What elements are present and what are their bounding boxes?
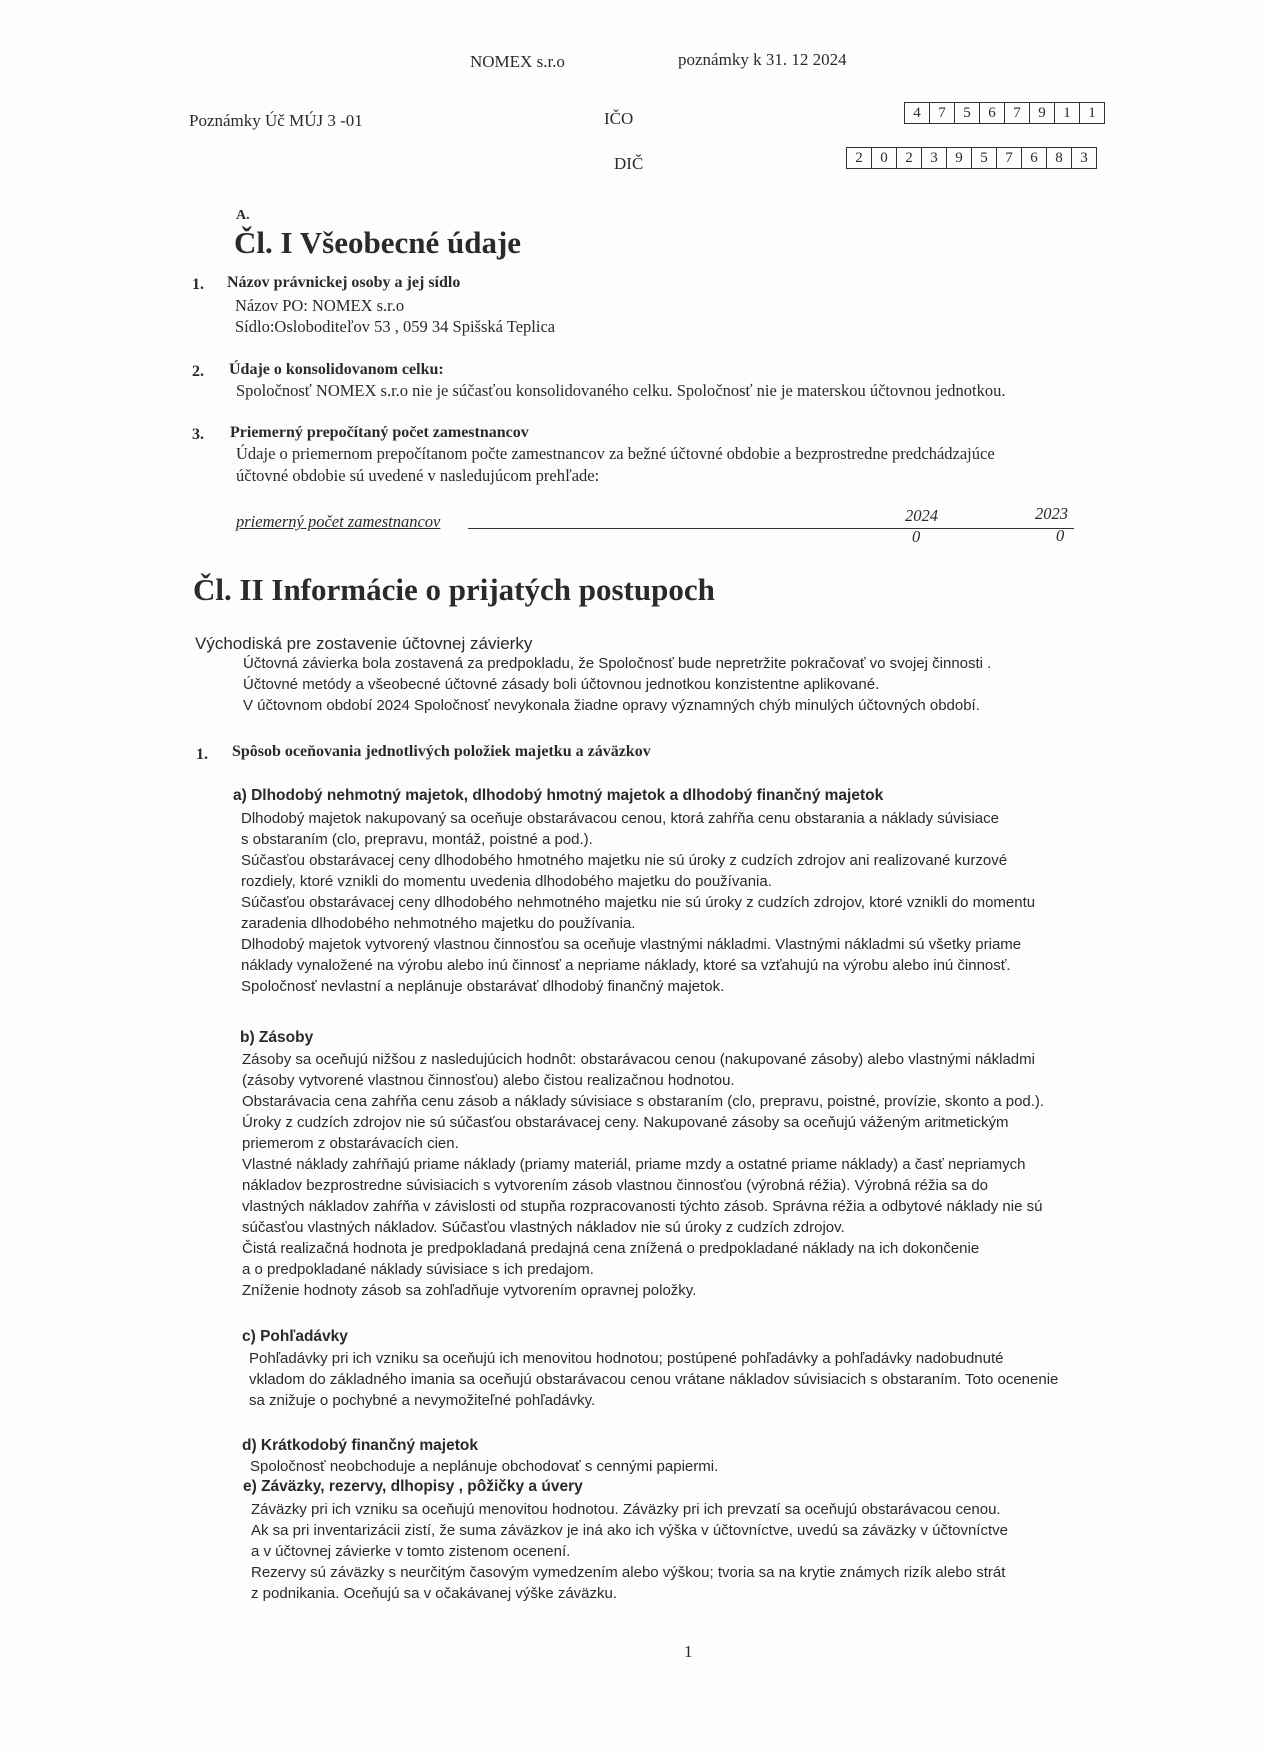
ico-digit: 7 — [1005, 103, 1030, 123]
ico-digit-boxes — [904, 102, 1105, 124]
dic-digit: 9 — [947, 148, 972, 168]
consolidation-text: Spoločnosť NOMEX s.r.o nie je súčasťou konsolidovaného celku. Spoločnosť nie je materskou účtovnou jednotkou. — [236, 381, 1006, 400]
ico-label: IČO — [604, 109, 634, 128]
year-current: 2024 — [905, 506, 938, 525]
dic-digit: 2 — [847, 148, 872, 168]
dic-digit: 6 — [1022, 148, 1047, 168]
basis-lines — [243, 653, 991, 716]
sub-a-text — [241, 808, 1035, 997]
ico-digit: 5 — [955, 103, 980, 123]
employees-table-label: priemerný počet zamestnancov — [236, 512, 441, 531]
sub-c-line: Pohľadávky pri ich vzniku sa oceňujú ich menovitou hodnotou; postúpené pohľadávky a pohľadávky nadobudnuté — [249, 1350, 1004, 1367]
article2-item1-number: 1. — [196, 746, 208, 763]
company-name-line: Názov PO: NOMEX s.r.o — [235, 296, 405, 315]
dic-label: DIČ — [614, 154, 644, 173]
notes-date: poznámky k 31. 12 2024 — [678, 50, 847, 69]
basis-line: V účtovnom období 2024 Spoločnosť nevykonala žiadne opravy významných chýb minulých účtovných období. — [243, 697, 980, 714]
article1-item3-number: 3. — [192, 426, 204, 443]
dic-digit: 3 — [922, 148, 947, 168]
employees-text-line1: Údaje o priemernom prepočítanom počte zamestnancov za bežné účtovné obdobie a bezprostredne predchádzajúce — [236, 444, 995, 463]
dic-digit: 5 — [972, 148, 997, 168]
sub-b-line: Obstarávacia cena zahŕňa cenu zásob a náklady súvisiace s obstaraním (clo, prepravu, poistné, provízie, skonto a pod.). — [242, 1093, 1045, 1110]
value-previous: 0 — [1056, 526, 1065, 545]
basis-heading: Východiská pre zostavenie účtovnej závierky — [195, 634, 533, 653]
ico-digit: 4 — [905, 103, 930, 123]
company-seat-line: Sídlo:Osloboditeľov 53 , 059 34 Spišská Teplica — [235, 317, 556, 336]
article1-item3-heading: Priemerný prepočítaný počet zamestnancov — [230, 424, 529, 441]
sub-a-line: s obstaraním (clo, prepravu, montáž, poistné a pod.). — [241, 831, 593, 848]
basis-line: Účtovná závierka bola zostavená za predpokladu, že Spoločnosť bude nepretržite pokračovať vo svojej činnosti . — [243, 655, 992, 672]
sub-b-line: priemerom z obstarávacích cien. — [242, 1135, 459, 1152]
sub-e-line: z podnikania. Oceňujú sa v očakávanej výške záväzku. — [251, 1585, 618, 1602]
sub-a-line: Spoločnosť nevlastní a neplánuje obstarávať dlhodobý finančný majetok. — [241, 978, 725, 995]
article1-item2-heading: Údaje o konsolidovanom celku: — [229, 361, 444, 378]
sub-b-line: nákladov bezprostredne súvisiacich s vytvorením zásob vlastnou činnosťou (výrobná réžia). Výrobná réžia sa do — [242, 1177, 989, 1194]
sub-b-line: súčasťou vlastných nákladov. Súčasťou vlastných nákladov nie sú úroky z cudzích zdrojov. — [242, 1219, 845, 1236]
section-marker: A. — [236, 208, 250, 223]
article1-title: Čl. I Všeobecné údaje — [234, 225, 522, 260]
sub-b-line: a o predpokladané náklady súvisiace s ich predajom. — [242, 1261, 594, 1278]
value-current: 0 — [912, 527, 921, 546]
ico-digit: 1 — [1088, 105, 1096, 121]
sub-c-text — [249, 1348, 1058, 1411]
form-code: Poznámky Úč MÚJ 3 -01 — [189, 111, 363, 130]
sub-a-line: náklady vynaložené na výrobu alebo inú činnosť a nepriame náklady, ktoré sa vzťahujú na výrobu alebo inú činnosť. — [241, 957, 1011, 974]
sub-e-line: a v účtovnej závierke v tomto zistenom ocenení. — [251, 1543, 571, 1560]
sub-c-line: sa znižuje o pochybné a nevymožiteľné pohľadávky. — [249, 1392, 596, 1409]
dic-digit: 8 — [1047, 148, 1072, 168]
article1-item1-heading: Názov právnickej osoby a jej sídlo — [227, 274, 461, 291]
year-previous: 2023 — [1035, 504, 1068, 523]
sub-d-line: Spoločnosť neobchoduje a neplánuje obchodovať s cennými papiermi. — [250, 1458, 719, 1475]
sub-a-heading: a) Dlhodobý nehmotný majetok, dlhodobý hmotný majetok a dlhodobý finančný majetok — [233, 787, 884, 804]
sub-c-line: vkladom do základného imania sa oceňujú obstarávacou cenou vrátane nákladov súvisiacich s obstaraním. Toto ocenenie — [249, 1371, 1059, 1388]
sub-e-line: Rezervy sú záväzky s neurčitým časovým vymedzením alebo výškou; tvoria sa na krytie známych rizík alebo strát — [251, 1564, 1006, 1581]
page-number: 1 — [684, 1642, 693, 1661]
dic-digit: 3 — [1080, 150, 1088, 166]
sub-b-text — [242, 1049, 1044, 1301]
ico-digit: 6 — [980, 103, 1005, 123]
sub-e-heading: e) Záväzky, rezervy, dlhopisy , pôžičky a úvery — [243, 1478, 583, 1495]
sub-b-line: Zníženie hodnoty zásob sa zohľadňuje vytvorením opravnej položky. — [242, 1282, 697, 1299]
sub-b-line: Zásoby sa oceňujú nižšou z nasledujúcich hodnôt: obstarávacou cenou (nakupované zásoby) alebo vlastnými nákladmi — [242, 1051, 1035, 1068]
article2-item1-heading: Spôsob oceňovania jednotlivých položiek majetku a záväzkov — [232, 743, 651, 760]
ico-digit: 9 — [1030, 103, 1055, 123]
basis-line: Účtovné metódy a všeobecné účtovné zásady boli účtovnou jednotkou konzistentne aplikované. — [243, 676, 880, 693]
sub-c-heading: c) Pohľadávky — [242, 1328, 348, 1345]
sub-d-heading: d) Krátkodobý finančný majetok — [242, 1437, 478, 1454]
dic-digit-boxes — [846, 147, 1097, 169]
article1-item1-number: 1. — [192, 276, 204, 293]
ico-digit: 1 — [1055, 103, 1080, 123]
sub-a-line: zaradenia dlhodobého nehmotného majetku do používania. — [241, 915, 636, 932]
sub-d-text — [250, 1456, 718, 1477]
sub-e-line: Ak sa pri inventarizácii zistí, že suma záväzkov je iná ako ich výška v účtovníctve, uvedú sa záväzky v účtovníctve — [251, 1522, 1008, 1539]
sub-e-line: Záväzky pri ich vzniku sa oceňujú menovitou hodnotou. Záväzky pri ich prevzatí sa oceňujú obstarávacou cenou. — [251, 1501, 1001, 1518]
sub-b-line: (zásoby vytvorené vlastnou činnosťou) alebo čistou realizačnou hodnotou. — [242, 1072, 735, 1089]
employees-text-line2: účtovné obdobie sú uvedené v nasledujúcom prehľade: — [236, 466, 600, 485]
sub-b-line: Vlastné náklady zahŕňajú priame náklady (priamy materiál, priame mzdy a ostatné priame náklady) a časť nepriamych — [242, 1156, 1026, 1173]
ico-digit: 7 — [930, 103, 955, 123]
table-rule — [468, 528, 1074, 529]
sub-a-line: Súčasťou obstarávacej ceny dlhodobého hmotného majetku nie sú úroky z cudzích zdrojov ani realizované kurzové — [241, 852, 1008, 869]
sub-b-heading: b) Zásoby — [240, 1029, 314, 1046]
dic-digit: 2 — [897, 148, 922, 168]
dic-digit: 7 — [997, 148, 1022, 168]
sub-a-line: rozdiely, ktoré vznikli do momentu uvedenia dlhodobého majetku do používania. — [241, 873, 772, 890]
sub-a-line: Dlhodobý majetok nakupovaný sa oceňuje obstarávacou cenou, ktorá zahŕňa cenu obstarania a náklady súvisiace — [241, 810, 999, 827]
company-name: NOMEX s.r.o — [470, 52, 565, 71]
sub-a-line: Súčasťou obstarávacej ceny dlhodobého nehmotného majetku nie sú úroky z cudzích zdrojov, ktoré vznikli do momentu — [241, 894, 1036, 911]
article2-title: Čl. II Informácie o prijatých postupoch — [193, 572, 715, 607]
sub-e-text — [251, 1499, 1008, 1604]
sub-b-line: vlastných nákladov zahŕňa v závislosti od stupňa rozpracovanosti týchto zásob. Správna réžia a odbytové náklady nie sú — [242, 1198, 1043, 1215]
dic-digit: 0 — [872, 148, 897, 168]
sub-b-line: Úroky z cudzích zdrojov nie sú súčasťou obstarávacej ceny. Nakupované zásoby sa oceňujú váženým aritmetickým — [242, 1114, 1009, 1131]
sub-a-line: Dlhodobý majetok vytvorený vlastnou činnosťou sa oceňuje vlastnými nákladmi. Vlastnými nákladmi sú všetky priame — [241, 936, 1022, 953]
article1-item2-number: 2. — [192, 363, 204, 380]
sub-b-line: Čistá realizačná hodnota je predpokladaná predajná cena znížená o predpokladané náklady na ich dokončenie — [242, 1240, 980, 1257]
